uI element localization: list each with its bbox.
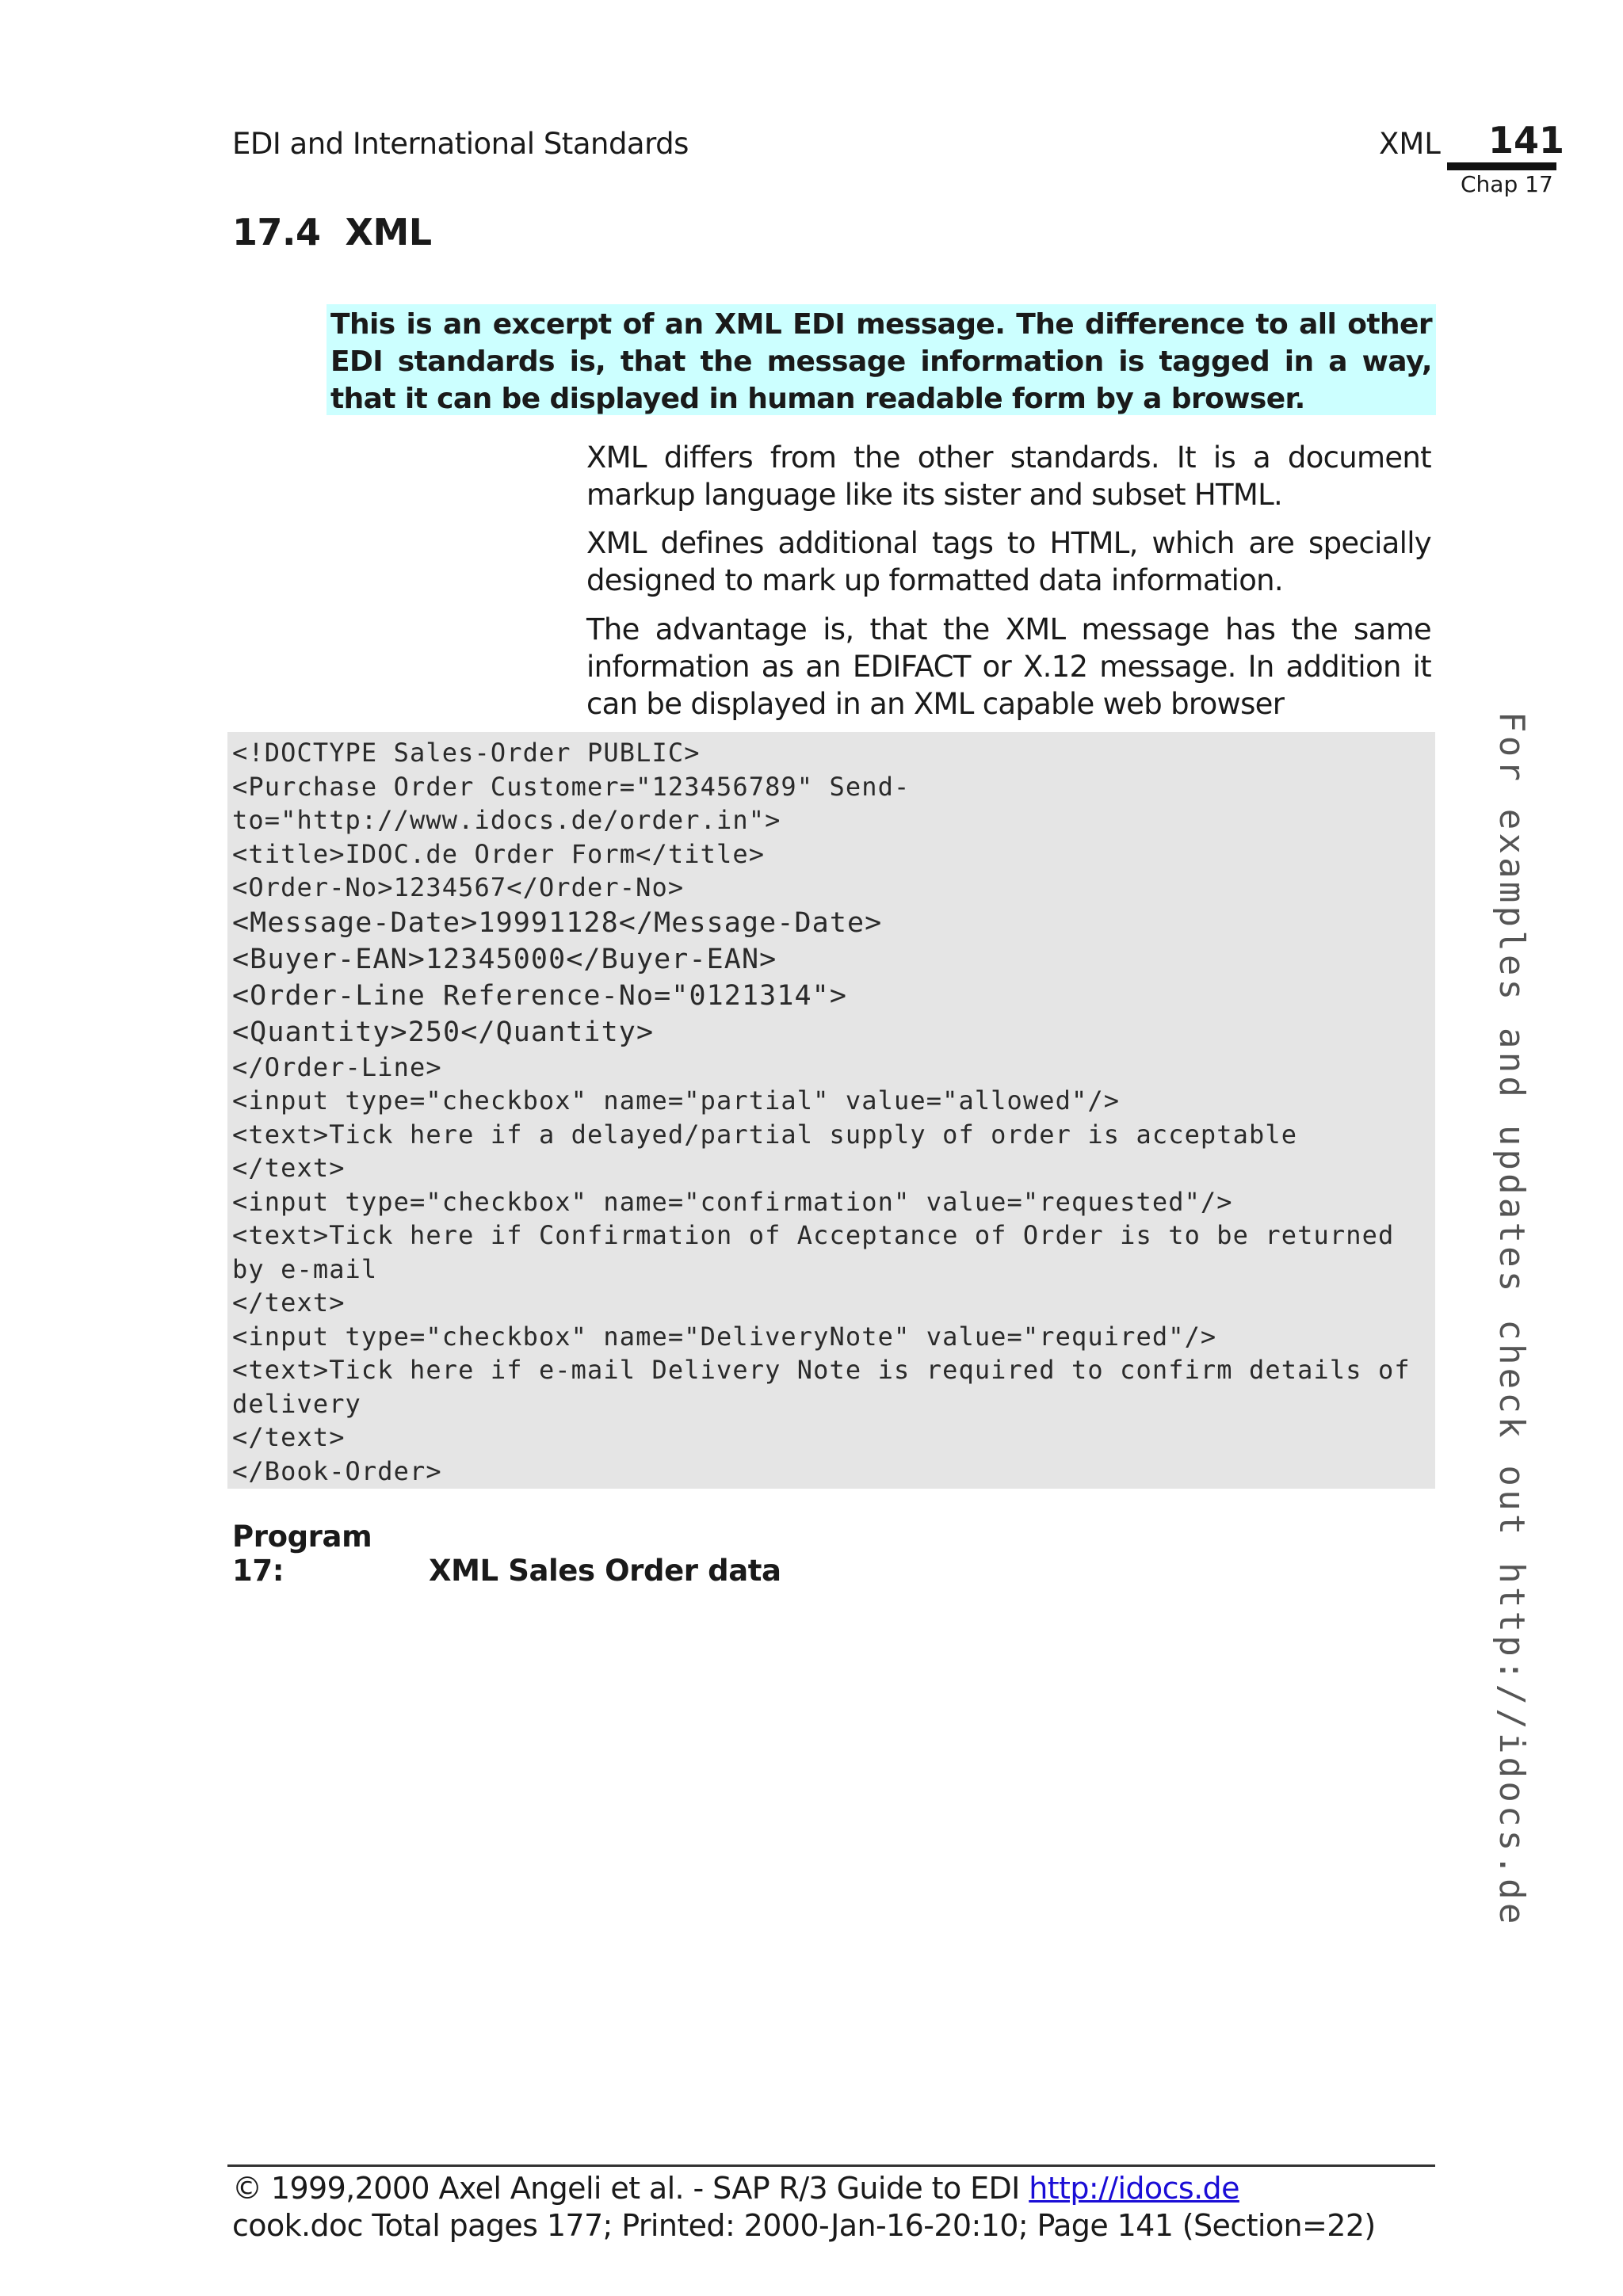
caption-title: XML Sales Order data [429, 1554, 781, 1588]
section-title: XML [345, 211, 432, 254]
code-line: delivery [232, 1388, 361, 1419]
code-line: </text> [232, 1422, 346, 1452]
code-line: </Order-Line> [232, 1051, 442, 1082]
code-line: <input type="checkbox" name="partial" value="allowed"/> [232, 1085, 1121, 1116]
code-line: <Purchase Order Customer="123456789" Send- [232, 771, 911, 802]
body-paragraph: The advantage is, that the XML message has the same information as an EDIFACT or X.12 message. In addition it can be displayed in an XML capable web browser [586, 612, 1431, 721]
footer-print-info: cook.doc Total pages 177; Printed: 2000-Jan-16-20:10; Page 141 (Section=22) [232, 2208, 1376, 2243]
body-paragraph: XML defines additional tags to HTML, which are specially designed to mark up formatted data information. [586, 526, 1431, 597]
footer-link[interactable]: http://idocs.de [1029, 2171, 1239, 2206]
footer-copyright [232, 2171, 1239, 2206]
running-header-title: EDI and International Standards [232, 127, 689, 161]
page-number: 141 [1488, 119, 1565, 162]
footer-rule [227, 2164, 1435, 2167]
code-line: </Book-Order> [232, 1455, 442, 1486]
caption-label: Program 17: [232, 1520, 372, 1588]
code-line: <Order-No>1234567</Order-No> [232, 872, 685, 902]
header-rule [1447, 162, 1556, 170]
section-heading [232, 211, 432, 254]
code-line: </text> [232, 1287, 346, 1318]
code-line: <text>Tick here if e-mail Delivery Note is required to confirm details of [232, 1355, 1411, 1385]
highlight-note: This is an excerpt of an XML EDI message. The difference to all other EDI standards is, that the message information is tagged in a way, that it can be displayed in human readable form by a browser. [330, 308, 1432, 415]
code-line: <input type="checkbox" name="DeliveryNote" value="required"/> [232, 1321, 1217, 1352]
copyright-text: © 1999,2000 Axel Angeli et al. - SAP R/3 Guide to EDI [232, 2171, 1029, 2206]
body-paragraph: XML differs from the other standards. It is a document markup language like its sister and subset HTML. [586, 441, 1431, 512]
code-line: <text>Tick here if Confirmation of Acceptance of Order is to be returned [232, 1220, 1395, 1250]
code-listing [232, 736, 1433, 1488]
chapter-label: Chap 17 [1461, 171, 1553, 197]
code-line: by e-mail [232, 1253, 378, 1284]
code-line: <Message-Date>19991128</Message-Date> [232, 906, 883, 939]
program-caption [232, 1520, 781, 1588]
code-line: <Buyer-EAN>12345000</Buyer-EAN> [232, 943, 777, 975]
code-line: <title>IDOC.de Order Form</title> [232, 838, 766, 869]
code-line: <Quantity>250</Quantity> [232, 1016, 655, 1048]
code-line: </text> [232, 1153, 346, 1183]
code-line: <text>Tick here if a delayed/partial supply of order is acceptable [232, 1119, 1298, 1150]
running-header-section: XML [1379, 127, 1441, 161]
section-number: 17.4 [232, 211, 321, 254]
code-line: <!DOCTYPE Sales-Order PUBLIC> [232, 738, 701, 768]
code-line: <input type="checkbox" name="confirmation" value="requested"/> [232, 1186, 1233, 1217]
code-line: <Order-Line Reference-No="0121314"> [232, 979, 848, 1012]
side-banner: For examples and updates check out http://idocs.de [1491, 711, 1532, 1928]
code-line: to="http://www.idocs.de/order.in"> [232, 805, 781, 835]
